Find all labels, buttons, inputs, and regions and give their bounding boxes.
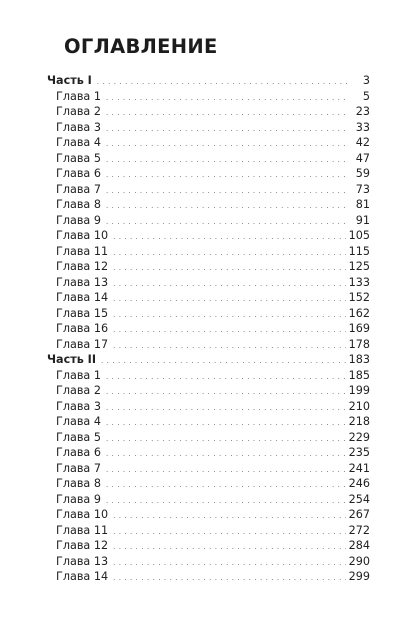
toc-chapter-entry[interactable] [47,523,370,539]
toc-entry-label: Глава 15 [56,306,109,320]
toc-entry-label: Глава 10 [56,508,109,521]
toc-leader-dots [106,383,346,399]
toc-entry-page-number: 105 [348,229,370,242]
toc-entry-label: Глава 2 [56,384,101,397]
toc-entry-page-number: 42 [355,136,370,149]
toc-entry-page-number: 23 [355,105,370,118]
toc-leader-dots [113,538,346,554]
toc-leader-dots [113,554,346,570]
toc-chapter-entry[interactable] [47,445,370,461]
toc-entry-label: Глава 10 [56,229,109,242]
page-title: ОГЛАВЛЕНИЕ [64,35,218,58]
toc-leader-dots [113,337,346,353]
toc-entry-label: Часть II [47,353,96,366]
toc-entry-label: Глава 11 [56,523,109,537]
toc-leader-dots [113,259,346,275]
toc-leader-dots [106,492,346,508]
toc-leader-dots [113,275,346,291]
toc-entry-label: Глава 14 [56,570,109,583]
toc-chapter-entry[interactable] [47,182,370,198]
toc-leader-dots [106,182,347,198]
toc-entry-page-number: 5 [362,89,370,103]
toc-entry-page-number: 267 [348,508,370,521]
toc-leader-dots [113,523,346,539]
toc-chapter-entry[interactable] [47,89,370,105]
toc-entry-page-number: 241 [348,461,370,475]
toc-entry-page-number: 246 [348,477,370,490]
toc-leader-dots [106,135,347,151]
toc-entry-page-number: 81 [355,198,370,211]
toc-entry-label: Глава 12 [56,260,109,273]
toc-chapter-entry[interactable] [47,290,370,306]
toc-chapter-entry[interactable] [47,259,370,275]
toc-chapter-entry[interactable] [47,321,370,337]
toc-part-entry[interactable] [47,73,370,89]
toc-leader-dots [113,569,346,585]
toc-entry-label: Глава 6 [56,167,101,180]
toc-entry-page-number: 47 [355,151,370,165]
toc-entry-page-number: 229 [348,430,370,444]
toc-leader-dots [106,89,347,105]
toc-leader-dots [113,290,346,306]
toc-entry-page-number: 199 [348,384,370,397]
toc-entry-page-number: 3 [362,74,370,87]
toc-leader-dots [106,120,347,136]
toc-chapter-entry[interactable] [47,135,370,151]
toc-entry-label: Глава 14 [56,291,109,304]
toc-chapter-entry[interactable] [47,430,370,446]
toc-leader-dots [106,151,347,167]
toc-entry-page-number: 299 [348,570,370,583]
toc-entry-page-number: 185 [348,368,370,382]
toc-chapter-entry[interactable] [47,554,370,570]
toc-chapter-entry[interactable] [47,306,370,322]
toc-entry-label: Глава 13 [56,554,109,568]
toc-leader-dots [113,321,346,337]
toc-leader-dots [106,104,347,120]
toc-chapter-entry[interactable] [47,228,370,244]
toc-entry-label: Глава 4 [56,415,101,428]
toc-leader-dots [106,368,346,384]
toc-chapter-entry[interactable] [47,399,370,415]
toc-leader-dots [106,197,347,213]
toc-entry-page-number: 290 [348,554,370,568]
toc-leader-dots [106,461,346,477]
toc-entry-label: Глава 9 [56,213,101,227]
toc-chapter-entry[interactable] [47,104,370,120]
toc-entry-page-number: 254 [348,492,370,506]
toc-entry-page-number: 91 [355,213,370,227]
toc-chapter-entry[interactable] [47,414,370,430]
toc-entry-label: Глава 7 [56,461,101,475]
toc-leader-dots [113,228,346,244]
toc-entry-label: Глава 12 [56,539,109,552]
toc-chapter-entry[interactable] [47,476,370,492]
toc-chapter-entry[interactable] [47,538,370,554]
toc-entry-label: Глава 2 [56,105,101,118]
toc-entry-page-number: 284 [348,539,370,552]
toc-entry-page-number: 178 [348,337,370,351]
toc-entry-label: Глава 13 [56,275,109,289]
toc-entry-page-number: 218 [348,415,370,428]
toc-chapter-entry[interactable] [47,461,370,477]
toc-part-entry[interactable] [47,352,370,368]
toc-entry-page-number: 152 [348,291,370,304]
toc-leader-dots [106,213,347,229]
toc-chapter-entry[interactable] [47,368,370,384]
toc-leader-dots [113,306,346,322]
toc-leader-dots [106,430,346,446]
toc-chapter-entry[interactable] [47,197,370,213]
toc-entry-label: Глава 7 [56,182,101,196]
toc-entry-label: Глава 3 [56,399,101,413]
toc-leader-dots [106,414,346,430]
toc-leader-dots [101,352,346,368]
toc-entry-page-number: 133 [348,275,370,289]
toc-entry-label: Глава 3 [56,120,101,134]
toc-entry-label: Глава 5 [56,430,101,444]
toc-leader-dots [106,166,347,182]
toc-entry-page-number: 183 [348,353,370,366]
toc-chapter-entry[interactable] [47,166,370,182]
toc-entry-page-number: 272 [348,523,370,537]
toc-entry-label: Глава 1 [56,368,101,382]
toc-chapter-entry[interactable] [47,569,370,585]
table-of-contents [47,73,370,585]
toc-entry-label: Глава 6 [56,446,101,459]
toc-chapter-entry[interactable] [47,244,370,260]
toc-chapter-entry[interactable] [47,337,370,353]
toc-entry-label: Глава 9 [56,492,101,506]
toc-entry-label: Глава 11 [56,244,109,258]
toc-entry-label: Глава 4 [56,136,101,149]
toc-entry-page-number: 162 [348,306,370,320]
toc-entry-page-number: 169 [348,322,370,335]
toc-chapter-entry[interactable] [47,492,370,508]
toc-chapter-entry[interactable] [47,120,370,136]
toc-entry-label: Глава 8 [56,198,101,211]
toc-leader-dots [106,399,346,415]
toc-leader-dots [106,476,346,492]
toc-chapter-entry[interactable] [47,383,370,399]
toc-entry-label: Глава 1 [56,89,101,103]
toc-entry-page-number: 33 [355,120,370,134]
toc-entry-page-number: 210 [348,399,370,413]
toc-leader-dots [113,507,346,523]
toc-entry-label: Глава 16 [56,322,109,335]
toc-leader-dots [97,73,347,89]
toc-chapter-entry[interactable] [47,151,370,167]
toc-entry-label: Глава 17 [56,337,109,351]
toc-leader-dots [106,445,346,461]
toc-entry-page-number: 235 [348,446,370,459]
toc-entry-page-number: 115 [348,244,370,258]
toc-chapter-entry[interactable] [47,213,370,229]
toc-entry-page-number: 59 [355,167,370,180]
toc-leader-dots [113,244,346,260]
toc-chapter-entry[interactable] [47,275,370,291]
toc-entry-label: Глава 8 [56,477,101,490]
toc-entry-page-number: 125 [348,260,370,273]
toc-entry-label: Глава 5 [56,151,101,165]
toc-chapter-entry[interactable] [47,507,370,523]
toc-entry-label: Часть I [47,74,92,87]
toc-entry-page-number: 73 [355,182,370,196]
